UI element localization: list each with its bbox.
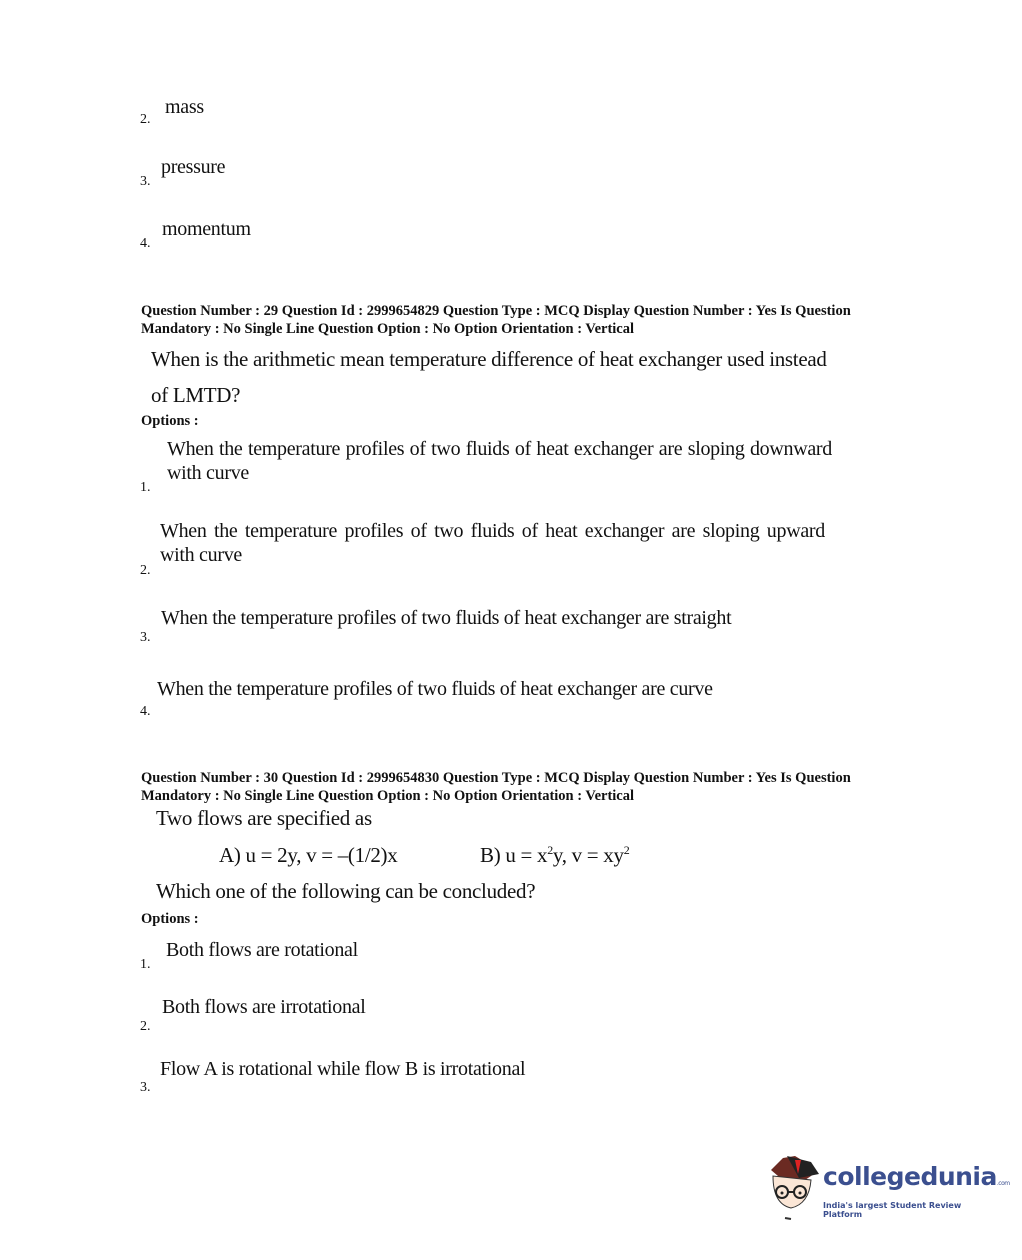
option-number: 1. <box>140 957 151 972</box>
options-label: Options : <box>141 413 199 429</box>
superscript: 2 <box>623 843 630 857</box>
logo-suffix: .com <box>996 1180 1010 1187</box>
collegedunia-logo <box>765 1152 1010 1222</box>
option-text: When the temperature profiles of two fluids of heat exchanger are straight <box>161 607 732 629</box>
superscript: 2 <box>547 843 553 857</box>
question-30-prompt: Which one of the following can be concluded? <box>156 879 536 903</box>
logo-wordmark <box>823 1162 1010 1191</box>
option-text: When the temperature profiles of two fluids of heat exchanger are sloping upward with curve <box>160 520 825 566</box>
question-29-meta: Question Number : 29 Question Id : 2999654829 Question Type : MCQ Display Question Number : Yes Is Question Mandatory : No Single Line Question Option : No Option Orientation : Vertical <box>141 303 851 337</box>
logo-tagline: India's largest Student Review Platform <box>823 1201 962 1219</box>
question-30-meta: Question Number : 30 Question Id : 2999654830 Question Type : MCQ Display Question Number : Yes Is Question Mandatory : No Single Line Question Option : No Option Orientation : Vertical <box>141 770 851 804</box>
option-text: momentum <box>162 218 251 240</box>
flow-b-formula <box>480 843 629 868</box>
option-number: 4. <box>140 704 151 719</box>
option-number: 3. <box>140 174 151 189</box>
option-text: Both flows are rotational <box>166 939 358 961</box>
option-number: 3. <box>140 630 151 645</box>
flow-b-part: y, v = xy <box>552 843 624 867</box>
option-number: 3. <box>140 1080 151 1095</box>
question-29-text: When is the arithmetic mean temperature difference of heat exchanger used instead <box>151 347 827 371</box>
option-text: pressure <box>161 156 226 178</box>
option-text: Both flows are irrotational <box>162 996 366 1018</box>
option-number: 2. <box>140 1019 151 1034</box>
flow-b-part: B) u = x <box>480 843 548 867</box>
option-text: Flow A is rotational while flow B is irrotational <box>160 1058 526 1080</box>
option-number: 2. <box>140 563 151 578</box>
option-text: When the temperature profiles of two fluids of heat exchanger are curve <box>157 678 713 700</box>
option-text: mass <box>165 96 204 118</box>
question-29-text-cont: of LMTD? <box>151 383 241 407</box>
option-number: 4. <box>140 236 151 251</box>
flow-a-formula: A) u = 2y, v = –(1/2)x <box>219 843 398 867</box>
logo-name: collegedunia <box>823 1162 997 1191</box>
option-text: When the temperature profiles of two fluids of heat exchanger are sloping downward with curve <box>167 438 832 484</box>
mascot-icon <box>765 1152 821 1222</box>
option-number: 1. <box>140 480 151 495</box>
question-30-text: Two flows are specified as <box>156 806 372 830</box>
options-label: Options : <box>141 911 199 927</box>
option-number: 2. <box>140 112 151 127</box>
